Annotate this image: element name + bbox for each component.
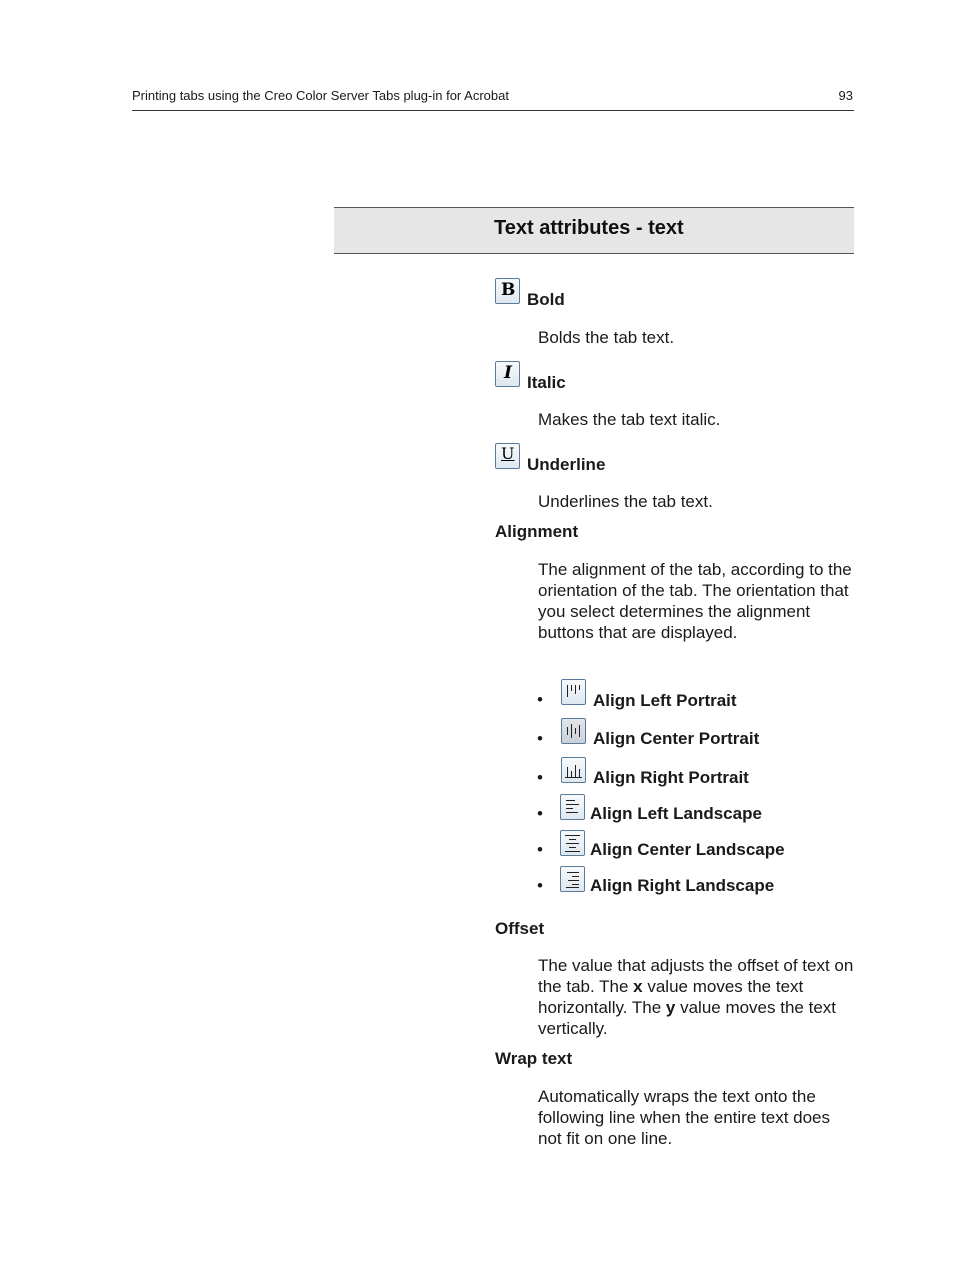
bold-term: Bold [527,290,565,309]
align-left-landscape-icon [560,794,585,820]
align-right-landscape-icon [560,866,585,892]
alignment-description: The alignment of the tab, according to the orientation of the tab. The orientation that you select determines the alignment buttons that are displayed. [538,560,852,642]
page-number: 93 [838,88,853,103]
underline-icon: U [495,443,520,469]
running-header [132,88,854,111]
bullet: • [537,876,543,895]
section-heading-band [334,207,854,254]
option-label: Align Left Landscape [590,804,762,823]
option-label: Align Center Portrait [593,729,760,748]
section-title: Text attributes - text [494,217,684,239]
underline-term: Underline [527,455,606,474]
bold-icon: B [495,278,520,304]
option-label: Align Center Landscape [590,840,785,859]
offset-description: The value that adjusts the offset of text on the tab. The x value moves the text horizontally. The y value moves the text vertically. [538,956,854,1038]
underline-description: Underlines the tab text. [538,492,713,511]
align-right-portrait-icon [561,757,586,783]
bullet: • [537,804,543,823]
align-center-portrait-icon [561,718,586,744]
offset-term: Offset [495,919,545,938]
wrap-text-description: Automatically wraps the text onto the following line when the entire text does not fit on one line. [538,1087,831,1148]
x-variable: x [633,977,643,996]
option-label: Align Right Landscape [590,876,775,895]
bullet: • [537,768,543,787]
option-label: Align Right Portrait [593,768,749,787]
bullet: • [537,690,543,709]
option-label: Align Left Portrait [593,691,737,710]
bullet: • [537,840,543,859]
bullet: • [537,729,543,748]
header-title: Printing tabs using the Creo Color Server Tabs plug-in for Acrobat [132,88,509,103]
italic-icon: I [495,361,520,387]
italic-term: Italic [527,373,566,392]
align-left-portrait-icon [561,679,586,705]
y-variable: y [665,998,676,1017]
italic-description: Makes the tab text italic. [538,410,721,429]
alignment-term: Alignment [495,522,579,541]
wrap-text-term: Wrap text [495,1049,573,1068]
bold-description: Bolds the tab text. [538,328,675,347]
align-center-landscape-icon [560,830,585,856]
